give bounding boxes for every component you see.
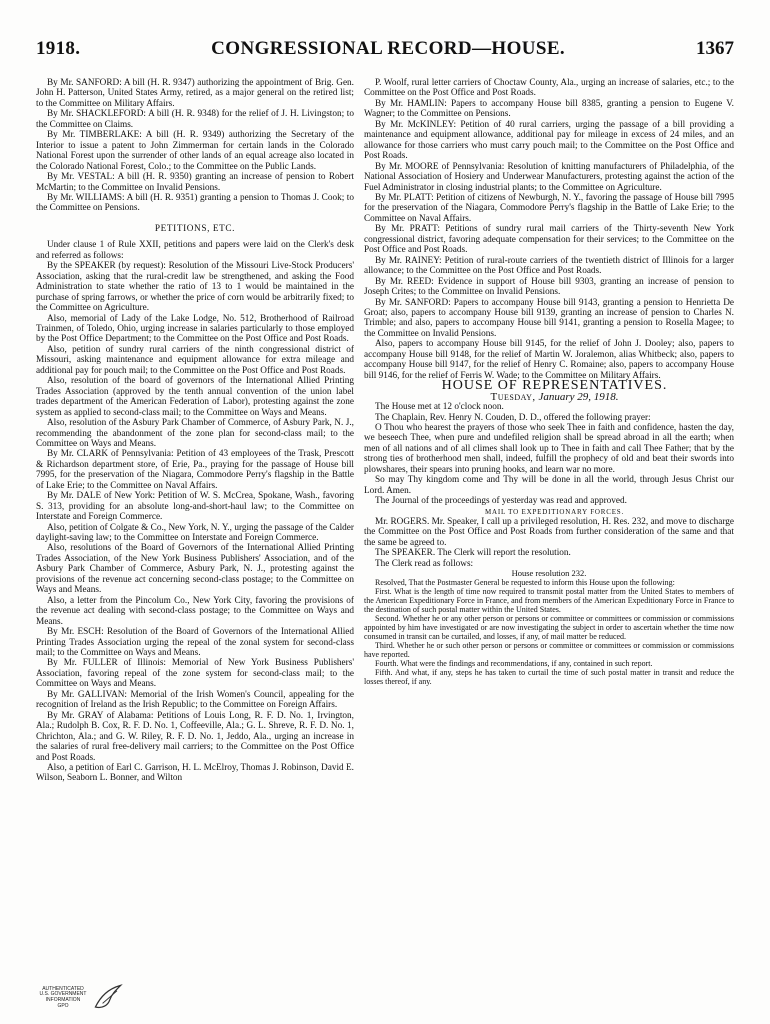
- proceedings-paragraph: The Chaplain, Rev. Henry N. Couden, D. D., offered the following prayer:: [375, 412, 651, 423]
- logo-line-3: INFORMATION: [45, 997, 81, 1003]
- mail-proceedings: [364, 517, 734, 569]
- logo-line-2: U.S. GOVERNMENT: [39, 991, 87, 998]
- left-petitions-section: [36, 240, 354, 784]
- resolution-body: [364, 578, 734, 686]
- petition-paragraph: By Mr. PLATT: Petition of citizens of Newburgh, N. Y., favoring the passage of House bill 7995 for the preservation of the Niagara, Commodore Perry's flagship in the Battle of Lake Erie; to the Committee on Naval Affairs.: [364, 192, 734, 224]
- proceedings-paragraph: The Clerk read as follows:: [375, 558, 474, 569]
- resolution-paragraph: First. What is the length of time now required to transmit postal matter from the United States to members of the American Expeditionary Force in France, and from members of the American Expeditionary Force in France to the destination of such postal matter within the United States.: [364, 587, 734, 615]
- resolution-block: [364, 569, 734, 686]
- petition-paragraph: Also, resolution of the board of governors of the International Allied Printing Trades Association (approved by the tenth annual convention of the union label trades department of the American Federation of Labor), protesting against the zone system as applied to second-class mail; to the Committee on Ways and Means.: [36, 376, 354, 418]
- logo-line-4: GPO: [57, 1002, 69, 1009]
- petition-paragraph: By Mr. GALLIVAN: Memorial of the Irish Women's Council, appealing for the recognition of Ireland as the Irish Republic; to the Committee on Foreign Affairs.: [36, 689, 354, 711]
- header-year: 1918.: [36, 38, 81, 59]
- eagle-icon: [90, 980, 126, 1016]
- petition-paragraph: By Mr. HAMLIN: Papers to accompany House bill 8385, granting a pension to Eugene V. Wagner; to the Committee on Pensions.: [364, 98, 734, 120]
- bill-paragraph: By Mr. SANFORD: A bill (H. R. 9347) authorizing the appointment of Brig. Gen. John H. Patterson, United States Army, retired, as a major general on the retired list; to the Committee on Military Affairs.: [36, 78, 354, 109]
- header-title: CONGRESSIONAL RECORD—HOUSE.: [211, 38, 566, 59]
- bill-paragraph: By Mr. SHACKLEFORD: A bill (H. R. 9348) for the relief of J. H. Livingston; to the Committee on Claims.: [36, 109, 354, 130]
- petition-paragraph: By Mr. MOORE of Pennsylvania: Resolution of knitting manufacturers of Philadelphia, of the National Association of Hosiery and Underwear Manufacturers, protesting against the action of the Fuel Administrator in closing industrial plants; to the Committee on Agriculture.: [364, 161, 734, 193]
- session-date-text: January 29, 1918.: [538, 390, 619, 403]
- resolution-paragraph: Resolved, That the Postmaster General be requested to inform this House upon the following:: [375, 578, 675, 588]
- proceedings-paragraph: The Journal of the proceedings of yesterday was read and approved.: [375, 496, 627, 507]
- petition-paragraph: Also, petition of Colgate & Co., New York, N. Y., urging the passage of the Calder daylight-saving law; to the Committee on Interstate and Foreign Commerce.: [36, 522, 354, 544]
- petition-paragraph: By Mr. REED: Evidence in support of House bill 9303, granting an increase of pension to Joseph Crites; to the Committee on Invalid Pensions.: [364, 276, 734, 298]
- right-column: [364, 78, 734, 686]
- mail-heading: MAIL TO EXPEDITIONARY FORCES.: [484, 507, 625, 516]
- petitions-heading: PETITIONS, ETC.: [154, 223, 236, 234]
- header-page-number: 1367: [696, 38, 734, 59]
- petition-paragraph: Also, papers to accompany House bill 9145, for the relief of John J. Dooley; also, papers to accompany House bill 9148, for the relief of Martin W. Joralemon, alias Whitbeck; also, papers to accompany House bill 9147, for the relief of Henry C. Romaine; also, papers to accompany House bill 9146, for the relief of Ferris W. Wade; to the Committee on Military Affairs.: [364, 339, 734, 381]
- proceedings-paragraph: So may Thy kingdom come and Thy will be done in all the world, through Jesus Christ our Lord. Amen.: [364, 475, 734, 496]
- house-heading: HOUSE OF REPRESENTATIVES.: [441, 378, 668, 394]
- petition-paragraph: By the SPEAKER (by request): Resolution of the Missouri Live-Stock Producers' Association, asking that the rural-credit law be strengthened, and asking the Food Administration to state whether the ratio of 13 to 1 would be maintained in the purchase of spring farrows, or whether the price of corn would be arbitrarily fixed; to the Committee on Agriculture.: [36, 261, 354, 314]
- proceedings-paragraph: The House met at 12 o'clock noon.: [375, 402, 504, 413]
- bill-paragraph: By Mr. VESTAL: A bill (H. R. 9350) granting an increase of pension to Robert McMartin; to the Committee on Invalid Pensions.: [36, 172, 354, 193]
- proceedings-paragraph: The SPEAKER. The Clerk will report the resolution.: [375, 548, 571, 559]
- bill-paragraph: By Mr. TIMBERLAKE: A bill (H. R. 9349) authorizing the Secretary of the Interior to issue a patent to John Zimmerman for certain lands in the Colorado National Forest upon the surrender of other lands of an equal acreage also located in the Colorado National Forest, Colo.; to the Committee on the Public Lands.: [36, 130, 354, 172]
- petition-paragraph: Also, memorial of Lady of the Lake Lodge, No. 512, Brotherhood of Railroad Trainmen, of Toledo, Ohio, urging increase in salaries particularly to those employed by the Post Office Department; to the Committee on the Post Office and Post Roads.: [36, 313, 354, 345]
- left-bills-section: [36, 78, 354, 214]
- page-header: [36, 38, 734, 66]
- petition-paragraph: Also, resolutions of the Board of Governors of the International Allied Printing Trades Association, of the New York Business Publishers' Association, and of the Asbury Park Chamber of Commerce, Asbury Park, N. J., protesting against the provisions of the revenue act concerning second-class postage; to the Committee on Ways and Means.: [36, 543, 354, 596]
- petition-paragraph: By Mr. SANFORD: Papers to accompany House bill 9143, granting a pension to Henrietta De Groat; also, papers to accompany House bill 9139, granting an increase of pension to Charles N. Trimble; and also, papers to accompany House bill 9141, granting a pension to Rosella Magee; to the Committee on Invalid Pensions.: [364, 297, 734, 339]
- right-petitions-section: [364, 78, 734, 381]
- petition-paragraph: By Mr. ESCH: Resolution of the Board of Governors of the International Allied Printing Trades Association urging the repeal of the zonal system for second-class mail; to the Committee on Ways and Means.: [36, 627, 354, 659]
- petition-paragraph: Also, a petition of Earl C. Garrison, H. L. McElroy, Thomas J. Robinson, David E. Wilson, Seaborn L. Bonner, and Wilton: [36, 763, 354, 784]
- petition-paragraph: By Mr. McKINLEY: Petition of 40 rural carriers, urging the passage of a bill providing a maintenance and equipment allowance, additional pay for mileage in excess of 24 miles, and an allowance for those carriers who must carry pouch mail; to the Committee on the Post Office and Post Roads.: [364, 119, 734, 162]
- bill-paragraph: By Mr. WILLIAMS: A bill (H. R. 9351) granting a pension to Thomas J. Cook; to the Committee on Pensions.: [36, 192, 354, 214]
- resolution-paragraph: Second. Whether he or any other person or persons or committee or committees or commission or commissions appointed by him have investigated or are now investigating the subject in order to ascertain whether the time now consumed in transit can be curtailed, and losses, if any, of mail matter be reduced.: [364, 614, 734, 642]
- petition-paragraph: Also, petition of sundry rural carriers of the ninth congressional district of Missouri, asking maintenance and equipment allowance for extra mileage and additional pay for pouch mail; to the Committee on the Post Office and Post Roads.: [36, 344, 354, 376]
- petition-paragraph: By Mr. FULLER of Illinois: Memorial of New York Business Publishers' Association, favoring repeal of the zone system for second-class mail; to the Committee on Ways and Means.: [36, 658, 354, 690]
- left-column: [36, 78, 354, 784]
- resolution-title: House resolution 232.: [511, 568, 587, 579]
- petition-paragraph: Also, resolution of the Asbury Park Chamber of Commerce, of Asbury Park, N. J., recommending the abandonment of the zone plan for second-class mail; to the Committee on Ways and Means.: [36, 418, 354, 449]
- petition-paragraph: Under clause 1 of Rule XXII, petitions and papers were laid on the Clerk's desk and referred as follows:: [36, 240, 354, 261]
- session-day: Tuesday,: [490, 390, 536, 403]
- resolution-paragraph: Third. Whether he or such other person or persons or committee or committees or commission or commissions have reported.: [364, 641, 734, 660]
- petition-paragraph: By Mr. CLARK of Pennsylvania: Petition of 43 employees of the Trask, Prescott & Richardson department store, of Erie, Pa., praying for the passage of House bill 7995, for the preservation of the Niagara, Commodore Perry's flagship in the Battle of Lake Erie; to the Committee on Naval Affairs.: [36, 449, 354, 491]
- proceedings-paragraph: O Thou who hearest the prayers of those who seek Thee in faith and confidence, hasten the day, we beseech Thee, when pure and undefiled religion shall be spread abroad in all the earth; when men of all nations and of all climes shall look up to Thee in faith and call Thee Father; that by the strong ties of brotherhood men shall, indeed, fulfill the prophecy of old and beat their swords into plowshares, their spears into pruning hooks, and learn war no more.: [364, 422, 734, 475]
- gpo-authentication-logo: [36, 976, 136, 1020]
- resolution-paragraph: Fourth. What were the findings and recommendations, if any, contained in such report.: [375, 659, 653, 669]
- petition-paragraph: By Mr. PRATT: Petitions of sundry rural mail carriers of the Thirty-seventh New York congressional district, favoring adequate compensation for their services; to the Committee on the Post Office and Post Roads.: [364, 224, 734, 256]
- logo-line-1: AUTHENTICATED: [42, 985, 84, 992]
- gpo-logo-text: [36, 987, 90, 1009]
- petition-paragraph: Also, a letter from the Pincolum Co., New York City, favoring the provisions of the revenue act dealing with second-class postage; to the Committee on Ways and Means.: [36, 595, 354, 627]
- petition-paragraph: By Mr. GRAY of Alabama: Petitions of Louis Long, R. F. D. No. 1, Irvington, Ala.; Rudolph B. Cox, R. F. D. No. 1, Coffeeville, Ala.; G. L. Shreve, R. F. D. No. 1, Chrichton, Ala.; and G. W. Riley, R. F. D. No. 1, Jeddo, Ala., urging an increase in the salaries of rural free-delivery mail carriers; to the Committee on the Post Office and Post Roads.: [36, 710, 354, 763]
- session-date: [364, 392, 734, 402]
- resolution-paragraph: Fifth. And what, if any, steps he has taken to curtail the time of such postal matter in transit and reduce the losses thereof, if any.: [364, 668, 734, 687]
- petition-paragraph: P. Woolf, rural letter carriers of Choctaw County, Ala., urging an increase of salaries, etc.; to the Committee on the Post Office and Post Roads.: [364, 78, 734, 99]
- house-proceedings: [364, 402, 734, 507]
- proceedings-paragraph: Mr. ROGERS. Mr. Speaker, I call up a privileged resolution, H. Res. 232, and move to discharge the Committee on the Post Office and Post Roads from further consideration of the same and that the same be agreed to.: [364, 517, 734, 548]
- petition-paragraph: By Mr. DALE of New York: Petition of W. S. McCrea, Spokane, Wash., favoring S. 313, providing for an absolute long-and-short-haul law; to the Committee on Interstate and Foreign Commerce.: [36, 491, 354, 523]
- petition-paragraph: By Mr. RAINEY: Petition of rural-route carriers of the twentieth district of Illinois for a larger allowance; to the Committee on the Post Office and Post Roads.: [364, 255, 734, 277]
